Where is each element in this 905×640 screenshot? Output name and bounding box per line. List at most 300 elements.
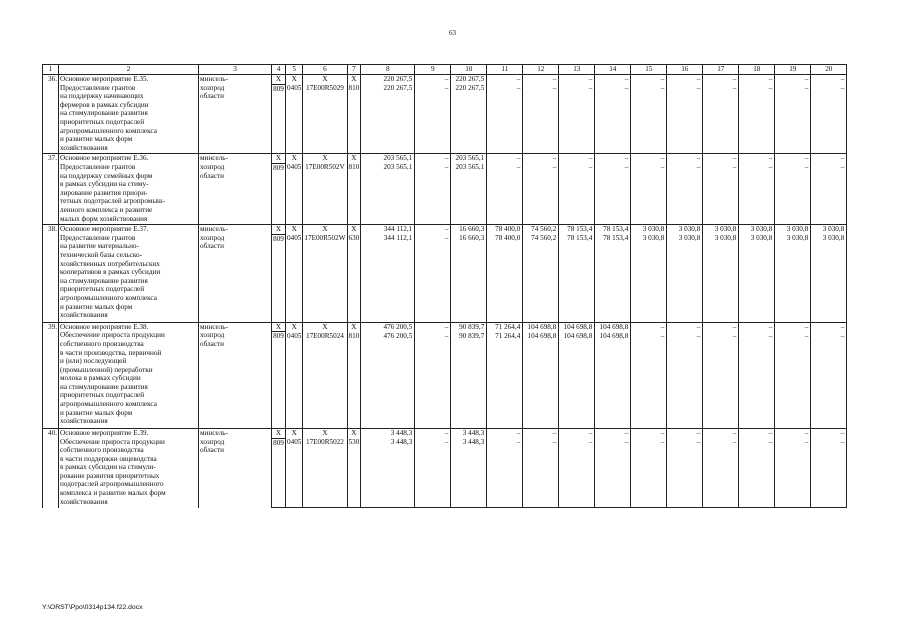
- empty-cell: [811, 447, 847, 508]
- empty-cell: [347, 93, 361, 154]
- value-cell: 17Е00R502V: [303, 163, 347, 172]
- description-line: хозяйствования: [60, 143, 108, 152]
- value-cell: X: [286, 322, 303, 332]
- empty-cell: [361, 93, 415, 154]
- description-line: и развитие малых форм: [60, 302, 133, 311]
- empty-cell: [286, 447, 303, 508]
- empty-cell: [631, 243, 667, 322]
- header-cell: 20: [811, 65, 847, 75]
- description-line: собственного производства: [60, 446, 144, 455]
- value-cell: –: [523, 84, 559, 93]
- empty-cell: [667, 173, 703, 225]
- value-cell: 220 267,5: [451, 75, 487, 85]
- empty-cell: [487, 243, 523, 322]
- empty-cell: [451, 341, 487, 429]
- value-cell: –: [595, 163, 631, 172]
- header-cell: 5: [286, 65, 303, 75]
- value-cell: 17Е00R5024: [303, 332, 347, 341]
- executor-line: области: [200, 171, 225, 180]
- value-cell: –: [775, 438, 811, 447]
- value-cell: –: [811, 438, 847, 447]
- empty-cell: [811, 93, 847, 154]
- value-cell: 17Е00R502W: [304, 234, 346, 243]
- value-cell: 78 153,4: [595, 234, 631, 243]
- value-cell: 104 698,8: [523, 332, 559, 341]
- description-line: в части производства, первичной: [60, 348, 162, 357]
- empty-cell: [811, 341, 847, 429]
- value-cell: –: [775, 428, 811, 438]
- value-cell: 3 448,3: [451, 438, 487, 447]
- empty-cell: [451, 173, 487, 225]
- empty-cell: [451, 243, 487, 322]
- empty-cell: [631, 341, 667, 429]
- header-cell: 11: [487, 65, 523, 75]
- value-cell: –: [631, 75, 667, 85]
- value-cell: –: [667, 428, 703, 438]
- activity-description: [59, 428, 199, 507]
- value-cell: –: [415, 84, 451, 93]
- table-row: [43, 322, 847, 332]
- empty-cell: [347, 447, 361, 508]
- empty-cell: [415, 93, 451, 154]
- value-cell: –: [739, 332, 775, 341]
- empty-cell: [739, 447, 775, 508]
- value-cell: 3 030,8: [739, 234, 775, 243]
- description-line: Обеспечение прироста продукции: [60, 437, 165, 446]
- value-cell: 78 400,0: [487, 234, 523, 243]
- executor-line: хозпрод: [200, 437, 225, 446]
- value-cell: 90 839,7: [451, 322, 487, 332]
- value-cell: 104 698,8: [559, 322, 595, 332]
- value-cell: –: [811, 428, 847, 438]
- value-cell: 3 030,8: [811, 234, 847, 243]
- executor-line: минсель-: [200, 154, 228, 163]
- value-cell: –: [415, 163, 451, 172]
- value-cell: X: [286, 154, 303, 164]
- value-cell: 344 112,1: [361, 225, 415, 235]
- value-cell: –: [631, 428, 667, 438]
- value-cell: –: [631, 154, 667, 164]
- empty-cell: [631, 173, 667, 225]
- description-line: Основное мероприятие Е.39.: [60, 428, 149, 437]
- value-cell: –: [415, 75, 451, 85]
- activity-description: [59, 75, 199, 154]
- empty-cell: [347, 243, 361, 322]
- value-cell: –: [739, 84, 775, 93]
- value-cell: 16 660,3: [451, 225, 487, 235]
- value-cell: –: [739, 438, 775, 447]
- value-cell: –: [775, 332, 811, 341]
- header-cell: 10: [451, 65, 487, 75]
- table-row: [43, 428, 847, 438]
- value-cell: 16 660,3: [451, 234, 487, 243]
- value-cell: 3 030,8: [739, 225, 775, 235]
- value-cell: 809: [273, 234, 284, 243]
- empty-cell: [487, 93, 523, 154]
- row-number: 36.: [43, 75, 59, 154]
- value-cell: –: [667, 332, 703, 341]
- executor-line: области: [200, 242, 225, 251]
- value-cell: –: [703, 428, 739, 438]
- value-cell: X: [272, 225, 286, 235]
- header-cell: 19: [775, 65, 811, 75]
- empty-cell: [361, 173, 415, 225]
- description-line: Основное мероприятие Е.38.: [60, 322, 149, 331]
- empty-cell: [523, 173, 559, 225]
- description-line: лирование развития приори-: [60, 188, 148, 197]
- value-cell: –: [487, 438, 523, 447]
- empty-cell: [703, 341, 739, 429]
- value-cell: –: [523, 428, 559, 438]
- table-row: [43, 154, 847, 164]
- empty-cell: [703, 93, 739, 154]
- value-cell: –: [631, 438, 667, 447]
- description-line: Предоставление грантов: [60, 233, 136, 242]
- description-line: хозяйственных потребительских: [60, 259, 160, 268]
- description-line: малых форм хозяйствования: [60, 214, 148, 223]
- empty-cell: [303, 447, 347, 508]
- empty-cell: [739, 93, 775, 154]
- empty-cell: [347, 173, 361, 225]
- value-cell: X: [272, 75, 286, 85]
- description-line: фермеров в рамках субсидии: [60, 100, 149, 109]
- executor-line: области: [200, 339, 225, 348]
- description-line: на развитие материально-: [60, 242, 139, 251]
- value-cell: X: [303, 154, 347, 164]
- value-cell: 630: [348, 234, 360, 243]
- empty-cell: [272, 341, 286, 429]
- value-cell: 0405: [287, 163, 302, 172]
- value-cell: –: [415, 234, 451, 243]
- value-cell: 3 448,3: [361, 428, 415, 438]
- value-cell: 3 030,8: [703, 234, 739, 243]
- value-cell: 810: [348, 163, 360, 172]
- value-cell: 3 030,8: [775, 234, 811, 243]
- header-cell: 13: [559, 65, 595, 75]
- header-cell: 18: [739, 65, 775, 75]
- value-cell: 810: [348, 331, 360, 340]
- row-number: 38.: [43, 225, 59, 323]
- empty-cell: [811, 173, 847, 225]
- empty-cell: [595, 341, 631, 429]
- description-line: Основное мероприятие Е.37.: [60, 225, 149, 234]
- value-cell: X: [303, 322, 347, 332]
- description-line: ленного комплекса и развитие: [60, 205, 153, 214]
- empty-cell: [739, 341, 775, 429]
- empty-cell: [523, 93, 559, 154]
- empty-cell: [272, 93, 286, 154]
- value-cell: 0405: [287, 331, 302, 340]
- empty-cell: [303, 173, 347, 225]
- value-cell: 220 267,5: [451, 84, 487, 93]
- empty-cell: [595, 93, 631, 154]
- header-cell: 16: [667, 65, 703, 75]
- executor-line: хозпрод: [200, 233, 225, 242]
- value-cell: –: [523, 75, 559, 85]
- description-line: приоритетных подотраслей: [60, 285, 145, 294]
- description-line: агропромышленного комплекса: [60, 400, 157, 409]
- value-cell: 3 030,8: [631, 225, 667, 235]
- file-path-footer: Y:\ORST\Ppo\0314p134.f22.docx: [42, 604, 143, 611]
- value-cell: X: [272, 154, 286, 164]
- value-cell: 71 264,4: [487, 332, 523, 341]
- description-line: и (или) последующей: [60, 357, 127, 366]
- value-cell: –: [559, 75, 595, 85]
- empty-cell: [415, 341, 451, 429]
- empty-cell: [631, 447, 667, 508]
- row-number: 40.: [43, 428, 59, 507]
- value-cell: 104 698,8: [595, 332, 631, 341]
- value-cell: –: [487, 75, 523, 85]
- value-cell: –: [559, 154, 595, 164]
- description-line: в рамках субсидии на стиму-: [60, 180, 149, 189]
- value-cell: –: [631, 84, 667, 93]
- header-cell: 7: [347, 65, 361, 75]
- table-row: [43, 75, 847, 85]
- value-cell: –: [739, 163, 775, 172]
- value-cell: –: [631, 322, 667, 332]
- program-table: [42, 64, 847, 508]
- value-cell: –: [811, 322, 847, 332]
- value-cell: X: [347, 322, 361, 332]
- header-cell: 14: [595, 65, 631, 75]
- empty-cell: [286, 243, 303, 322]
- empty-cell: [303, 93, 347, 154]
- description-line: Обеспечение прироста продукции: [60, 331, 165, 340]
- value-cell: 203 565,1: [451, 154, 487, 164]
- empty-cell: [415, 447, 451, 508]
- activity-description: [59, 154, 199, 225]
- value-cell: 220 267,5: [361, 75, 415, 85]
- description-line: и развитие малых форм: [60, 135, 133, 144]
- description-line: в части поддержки овцеводства: [60, 454, 157, 463]
- value-cell: –: [595, 438, 631, 447]
- value-cell: –: [415, 438, 451, 447]
- value-cell: 809: [273, 163, 284, 172]
- value-cell: X: [347, 428, 361, 438]
- value-cell: –: [739, 154, 775, 164]
- empty-cell: [303, 243, 347, 322]
- value-cell: –: [559, 163, 595, 172]
- value-cell: –: [775, 84, 811, 93]
- executor: [199, 75, 272, 154]
- value-cell: –: [487, 428, 523, 438]
- value-cell: –: [703, 154, 739, 164]
- value-cell: –: [811, 332, 847, 341]
- value-cell: 3 030,8: [703, 225, 739, 235]
- value-cell: 74 560,2: [523, 234, 559, 243]
- value-cell: 104 698,8: [523, 322, 559, 332]
- value-cell: 220 267,5: [361, 84, 415, 93]
- value-cell: –: [595, 428, 631, 438]
- value-cell: X: [272, 428, 286, 438]
- value-cell: –: [703, 75, 739, 85]
- value-cell: 203 565,1: [361, 163, 415, 172]
- empty-cell: [303, 341, 347, 429]
- header-cell: 3: [199, 65, 272, 75]
- description-line: Основное мероприятие Е.35.: [60, 75, 149, 83]
- row-number: 37.: [43, 154, 59, 225]
- executor: [199, 154, 272, 225]
- value-cell: –: [415, 154, 451, 164]
- empty-cell: [775, 341, 811, 429]
- value-cell: –: [523, 154, 559, 164]
- value-cell: –: [667, 163, 703, 172]
- empty-cell: [775, 447, 811, 508]
- empty-cell: [523, 243, 559, 322]
- executor-line: области: [200, 92, 225, 101]
- value-cell: 476 200,5: [361, 322, 415, 332]
- empty-cell: [595, 447, 631, 508]
- description-line: технической базы сельско-: [60, 250, 143, 259]
- value-cell: 476 200,5: [361, 332, 415, 341]
- empty-cell: [487, 447, 523, 508]
- value-cell: 71 264,4: [487, 322, 523, 332]
- header-cell: 1: [43, 65, 59, 75]
- empty-cell: [595, 243, 631, 322]
- empty-cell: [739, 173, 775, 225]
- value-cell: 810: [348, 84, 360, 93]
- executor-line: минсель-: [200, 225, 228, 234]
- value-cell: –: [667, 322, 703, 332]
- value-cell: 0405: [287, 438, 302, 447]
- empty-cell: [286, 341, 303, 429]
- value-cell: –: [631, 163, 667, 172]
- value-cell: –: [775, 154, 811, 164]
- value-cell: X: [286, 225, 303, 235]
- empty-cell: [523, 447, 559, 508]
- value-cell: –: [487, 163, 523, 172]
- empty-cell: [451, 93, 487, 154]
- value-cell: 17Е00R5022: [303, 438, 347, 447]
- description-line: молока в рамках субсидии: [60, 374, 141, 383]
- value-cell: –: [415, 428, 451, 438]
- value-cell: X: [303, 428, 347, 438]
- description-line: на стимулирование развития: [60, 109, 148, 118]
- value-cell: X: [347, 154, 361, 164]
- value-cell: X: [303, 75, 347, 85]
- description-line: приоритетных подотраслей: [60, 391, 145, 400]
- description-line: Предоставление грантов: [60, 83, 136, 92]
- description-line: на поддержку начинающих: [60, 92, 144, 101]
- value-cell: –: [703, 163, 739, 172]
- empty-cell: [272, 173, 286, 225]
- value-cell: 78 153,4: [559, 225, 595, 235]
- empty-cell: [272, 243, 286, 322]
- value-cell: –: [667, 84, 703, 93]
- table-row: [43, 225, 847, 235]
- empty-cell: [559, 93, 595, 154]
- description-line: и развитие малых форм: [60, 408, 133, 417]
- value-cell: –: [703, 332, 739, 341]
- empty-cell: [415, 243, 451, 322]
- executor-line: минсель-: [200, 75, 228, 83]
- value-cell: –: [811, 75, 847, 85]
- value-cell: –: [667, 75, 703, 85]
- description-line: Основное мероприятие Е.36.: [60, 154, 149, 163]
- value-cell: –: [523, 163, 559, 172]
- description-line: комплекса и развитие малых форм: [60, 489, 166, 498]
- value-cell: X: [347, 225, 361, 235]
- executor-line: хозпрод: [200, 331, 225, 340]
- empty-cell: [667, 93, 703, 154]
- description-line: Предоставление грантов: [60, 162, 136, 171]
- empty-cell: [667, 447, 703, 508]
- description-line: агропромышленного комплекса: [60, 293, 157, 302]
- value-cell: –: [775, 75, 811, 85]
- value-cell: X: [286, 428, 303, 438]
- header-cell: 4: [272, 65, 286, 75]
- header-cell: 6: [303, 65, 347, 75]
- value-cell: 344 112,1: [361, 234, 415, 243]
- description-line: на стимулирование развития: [60, 276, 148, 285]
- value-cell: X: [286, 75, 303, 85]
- activity-description: [59, 322, 199, 428]
- value-cell: X: [347, 75, 361, 85]
- value-cell: 3 030,8: [631, 234, 667, 243]
- value-cell: –: [703, 322, 739, 332]
- value-cell: –: [415, 225, 451, 235]
- empty-cell: [595, 173, 631, 225]
- value-cell: 74 560,2: [523, 225, 559, 235]
- value-cell: –: [559, 438, 595, 447]
- value-cell: 90 839,7: [451, 332, 487, 341]
- empty-cell: [361, 447, 415, 508]
- value-cell: 78 400,0: [487, 225, 523, 235]
- value-cell: 530: [348, 438, 360, 447]
- description-line: подотраслей агропромышленного: [60, 480, 164, 489]
- empty-cell: [775, 173, 811, 225]
- empty-cell: [272, 447, 286, 508]
- value-cell: 104 698,8: [595, 322, 631, 332]
- description-line: хозяйствования: [60, 311, 108, 320]
- page-number: 63: [449, 29, 456, 37]
- description-line: агропромышленного комплекса: [60, 126, 157, 135]
- value-cell: 3 030,8: [811, 225, 847, 235]
- header-cell: 17: [703, 65, 739, 75]
- empty-cell: [361, 243, 415, 322]
- value-cell: 0405: [287, 84, 302, 93]
- value-cell: –: [595, 84, 631, 93]
- executor-line: области: [200, 446, 225, 455]
- description-line: собственного производства: [60, 339, 144, 348]
- value-cell: –: [703, 84, 739, 93]
- value-cell: –: [703, 438, 739, 447]
- value-cell: 78 153,4: [595, 225, 631, 235]
- empty-cell: [559, 341, 595, 429]
- empty-cell: [775, 243, 811, 322]
- empty-cell: [559, 173, 595, 225]
- value-cell: –: [595, 75, 631, 85]
- value-cell: 3 448,3: [451, 428, 487, 438]
- description-line: рование развития приоритетных: [60, 471, 160, 480]
- value-cell: –: [595, 154, 631, 164]
- empty-cell: [559, 447, 595, 508]
- empty-cell: [451, 447, 487, 508]
- value-cell: –: [775, 322, 811, 332]
- value-cell: –: [667, 438, 703, 447]
- value-cell: –: [415, 322, 451, 332]
- value-cell: 203 565,1: [451, 163, 487, 172]
- empty-cell: [703, 243, 739, 322]
- description-line: (промышленной) переработки: [60, 365, 153, 374]
- executor-line: минсель-: [200, 428, 228, 437]
- executor: [199, 225, 272, 323]
- value-cell: –: [487, 84, 523, 93]
- empty-cell: [523, 341, 559, 429]
- value-cell: 3 030,8: [667, 225, 703, 235]
- value-cell: –: [811, 84, 847, 93]
